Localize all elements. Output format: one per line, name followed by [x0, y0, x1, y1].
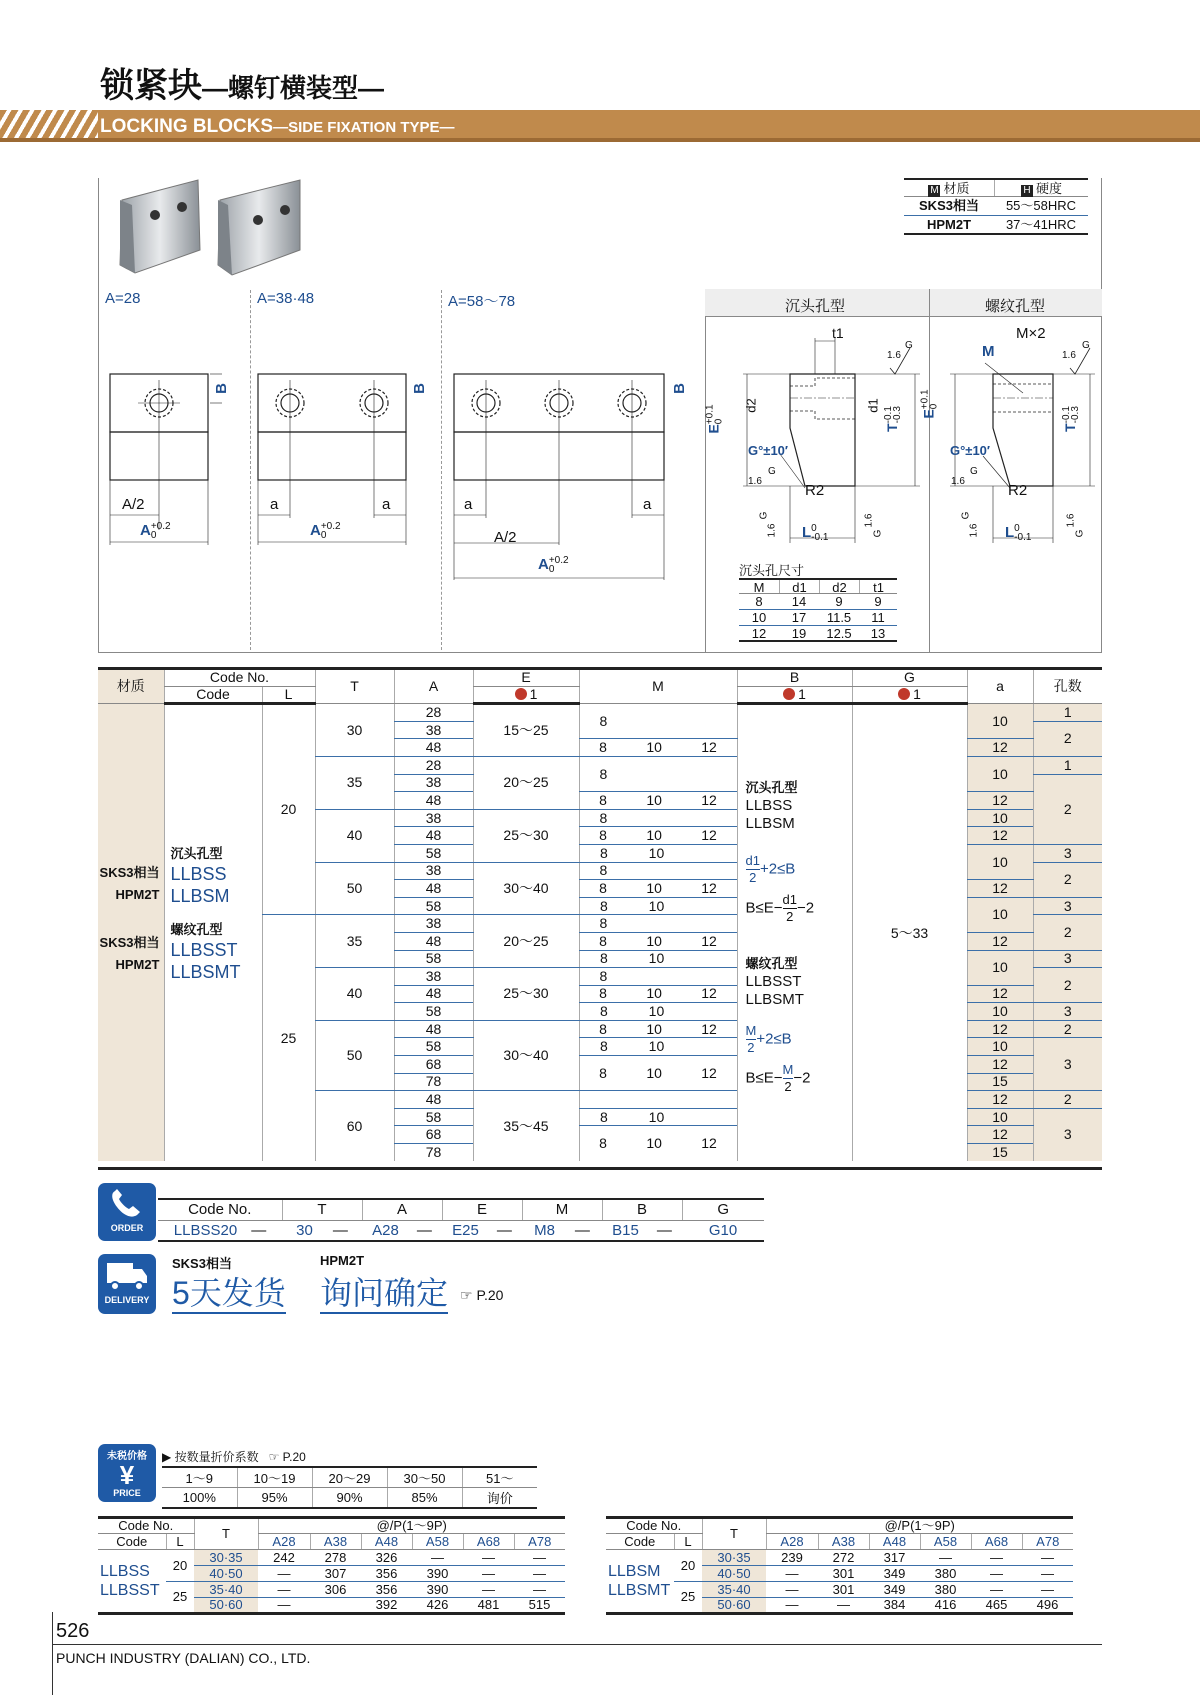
dim-t: T-0.1 -0.3 — [1060, 406, 1081, 432]
dim-a-small: a — [270, 496, 279, 513]
delivery-time-1: 5天发货 — [172, 1274, 286, 1314]
dim-l: L0 -0.1 — [1005, 523, 1032, 543]
footer-rule — [52, 1612, 53, 1695]
dim-mx2: M×2 — [1016, 325, 1046, 342]
material-icon: M — [930, 185, 939, 196]
roughness-mark: 1.6 — [1065, 513, 1077, 528]
material-hardness-table: M 材质 H 硬度 SKS3相当 55～58HRC HPM2T 37～41HRC — [904, 178, 1088, 235]
grind-mark: G — [905, 340, 913, 351]
grind-mark: G — [960, 511, 972, 520]
dim-b: B — [670, 383, 688, 394]
page-number: 526 — [56, 1620, 90, 1642]
dim-a: A+0.2 0 — [140, 521, 171, 541]
grind-mark: G — [1082, 340, 1090, 351]
dim-a-small: a — [643, 496, 652, 513]
dim-t1: t1 — [832, 325, 844, 341]
dim-a: A+0.2 0 — [538, 555, 569, 575]
hardness-icon: H — [1021, 185, 1033, 197]
dim-t: T-0.1 -0.3 — [882, 406, 903, 432]
dim-a-small: a — [464, 496, 473, 513]
volume-discount-table: 1～9 10～19 20～29 30～50 51～ 100% 95% 90% 85% 询价 — [162, 1466, 537, 1509]
grind-mark: G — [1074, 529, 1086, 538]
dim-r2: R2 — [1008, 482, 1028, 499]
dim-a-small: a — [382, 496, 391, 513]
grind-mark: G — [872, 529, 884, 538]
code-llbsmt: LLBSMT — [170, 962, 241, 983]
delivery-time-2: 询问确定 — [320, 1274, 448, 1314]
dim-b: B — [410, 383, 428, 394]
code-llbss: LLBSS — [100, 1563, 150, 1580]
cb-size-title: 沉头孔尺寸 — [739, 563, 805, 578]
grind-mark: G — [970, 466, 978, 477]
label-a3848: A=38·48 — [257, 290, 315, 307]
code-llbsst: LLBSST — [100, 1582, 160, 1599]
order-example: Code No. T A E M B G LLBSS20 — 30 — A28 — E25 — M8 — B15 — G10 — [158, 1198, 764, 1242]
inch-icon — [898, 688, 910, 700]
tapped-type-label: 螺纹孔型 — [985, 298, 1046, 315]
dim-g: G°±10′ — [950, 443, 991, 458]
dim-d2: d2 — [743, 398, 759, 413]
code-llbss: LLBSS — [170, 864, 227, 885]
delivery-material-2: HPM2T — [320, 1253, 365, 1268]
label-a28: A=28 — [105, 290, 141, 307]
page-title-en: LOCKING BLOCKS—SIDE FIXATION TYPE— — [100, 116, 455, 137]
dim-a-half: A/2 — [122, 496, 145, 513]
front-view-drawings — [98, 350, 698, 590]
roughness-mark: 1.6 — [1062, 350, 1076, 361]
dim-e: E+0.1 0 — [919, 389, 940, 419]
dim-g: G°±10′ — [748, 443, 789, 458]
dim-a-half: A/2 — [494, 529, 517, 546]
code-llbsmt: LLBSMT — [608, 1582, 671, 1599]
company-name: PUNCH INDUSTRY (DALIAN) CO., LTD. — [56, 1650, 311, 1666]
counterbore-type-label: 沉头孔型 — [785, 298, 846, 315]
price-icon: 未税价格 ¥ PRICE — [98, 1444, 156, 1502]
grind-mark: G — [758, 511, 770, 520]
price-table-right: Code No. T @/P(1～9P) Code L A28 A38 A48 A58 A68 A78 LLBSM LLBSMT 20 30·35 239 272 317 — — — 40·50 — 301 349 380 — — 25 35·40 — 301 349 380 — — 50·60 — — 384 416 465 496 — [606, 1516, 1073, 1615]
volume-discount-title: ▶ 按数量折价系数 ☞ P.20 — [162, 1450, 306, 1464]
dim-d1: d1 — [865, 398, 881, 413]
dim-m: M — [982, 343, 995, 360]
price-table-left: Code No. T @/P(1～9P) Code L A28 A38 A48 A58 A68 A78 LLBSS LLBSST 20 30·35 242 278 326 — — — 40·50 — 307 356 390 — — 25 35·40 — 306 356 390 — — 50·60 — 392 426 481 515 — [98, 1516, 565, 1615]
delivery-page-ref[interactable]: ☞ P.20 — [460, 1287, 504, 1303]
inch-icon — [515, 688, 527, 700]
grind-mark: G — [768, 466, 776, 477]
dim-e: E+0.1 0 — [704, 404, 725, 434]
roughness-mark: 1.6 — [748, 476, 762, 487]
roughness-mark: 1.6 — [766, 523, 778, 538]
yen-icon: ¥ — [119, 1460, 135, 1490]
cb-size-table: M d1 d2 t1 8 14 9 9 10 17 11.5 11 12 19 12.5 13 — [739, 578, 897, 642]
dim-b: B — [212, 383, 230, 394]
roughness-mark: 1.6 — [863, 513, 875, 528]
delivery-material-1: SKS3相当 — [172, 1256, 232, 1271]
code-llbsst: LLBSST — [170, 940, 238, 961]
dim-a: A+0.2 0 — [310, 521, 341, 541]
spec-table: 材质 Code No. T A E M B G a 孔数 Code L 1 1 1 SKS3相当 HPM2T SKS3相当 HPM2T 沉头孔型 LLBSS LLBSM 螺纹孔型 LLBSST LLBSMT 20 30 28 15～25 8 沉头孔型 LLBSS LLBSM $\frac{d1}{2}$ +2≤B B≤E− $\frac{d1}{2}$ −2 螺纹孔型 LLBSST LLBSMT $\frac{M}{2}$ +2≤B B≤E− $\frac{M}{2}$ −2 5～33 10 1 38 2 48 8 10 12 12 35 28 20～25 8 10 1 38 2 48 8 10 12 12 40 38 25～30 8 10 48 8 10 12 12 58 8 10 10 3 50 38 30～40 8 2 48 8 10 12 12 58 8 10 10 3 25 35 38 20～25 8 2 48 8 10 12 12 58 8 10 10 3 40 38 25～30 8 2 48 8 10 12 12 58 8 10 10 3 50 48 30～40 8 10 12 12 2 58 8 10 10 3 68 8 10 12 12 78 15 60 48 35～45 12 2 58 8 10 10 3 68 8 10 12 12 78 15 — [98, 667, 1102, 1161]
product-photo — [110, 175, 310, 285]
code-llbsm: LLBSM — [170, 886, 230, 907]
spec-table-bottom-rule — [98, 1167, 1102, 1170]
roughness-mark: 1.6 — [968, 523, 980, 538]
dim-l: L0 -0.1 — [802, 523, 829, 543]
order-icon: ORDER — [98, 1183, 156, 1241]
inch-icon — [783, 688, 795, 700]
label-a5878: A=58～78 — [448, 293, 516, 310]
page-title-cn: 锁紧块—螺钉横装型— — [100, 67, 385, 105]
dim-r2: R2 — [805, 482, 825, 499]
footer-line — [52, 1644, 1102, 1645]
roughness-mark: 1.6 — [951, 476, 965, 487]
code-llbsm: LLBSM — [608, 1563, 661, 1580]
roughness-mark: 1.6 — [887, 350, 901, 361]
delivery-icon: DELIVERY — [98, 1254, 156, 1314]
